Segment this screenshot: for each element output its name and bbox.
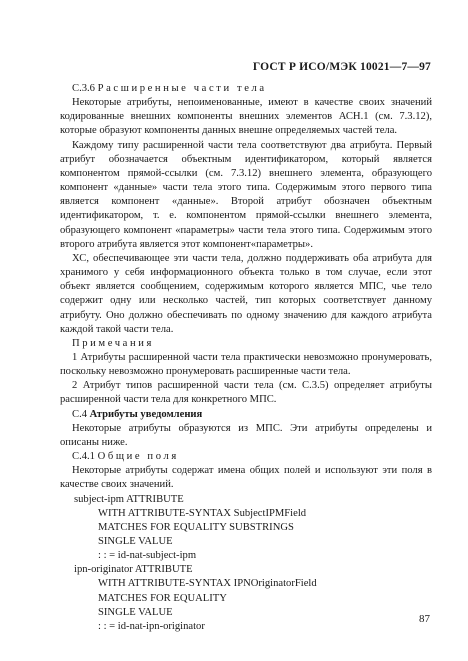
code-line: subject-ipm ATTRIBUTE	[74, 493, 184, 505]
code-line: : : = id-nat-ipn-originator	[98, 620, 205, 632]
notes-heading: Примечания	[72, 337, 154, 349]
paragraph: ХС, обеспечивающее эти части тела, должно поддерживать оба атрибута для хранимого у себя информационного объекта только в том случае, если этот объект является сообщением, содержимым которого является МПС, чье тело содержит одну или несколько частей, тип которых соответствует данному атрибуту. Оно должно обеспечивать по одному значению для каждого атрибута каждой такой части тела.	[60, 252, 432, 335]
section-title: Атрибуты уведомления	[89, 408, 203, 420]
section-number: С.4	[72, 408, 90, 420]
note-1: 1 Атрибуты расширенной части тела практически невозможно пронумеровать, поскольку невозможно пронумеровать расширенные части тела.	[60, 351, 432, 378]
code-line: SINGLE VALUE	[98, 536, 173, 547]
section-number: С.3.6	[72, 83, 98, 94]
page-content	[60, 82, 432, 634]
code-line: SINGLE VALUE	[98, 606, 173, 618]
section-number: С.4.1	[72, 451, 98, 463]
code-line: WITH ATTRIBUTE-SYNTAX SubjectIPMField	[98, 507, 307, 519]
code-line: ipn-originator ATTRIBUTE	[74, 564, 193, 576]
page-number: 87	[419, 613, 430, 625]
paragraph: Некоторые атрибуты образуются из МПС. Эти атрибуты определены и описаны ниже.	[60, 422, 432, 448]
code-line: MATCHES FOR EQUALITY	[98, 592, 227, 604]
section-heading-c41	[60, 450, 432, 464]
note-2: 2 Атрибут типов расширенной части тела (см. С.3.5) определяет атрибуты расширенной части тела для конкретного МПС.	[60, 380, 432, 406]
section-title: Расширенные части тела	[97, 83, 267, 94]
code-line: MATCHES FOR EQUALITY SUBSTRINGS	[98, 521, 294, 533]
paragraph: Некоторые атрибуты содержат имена общих полей и используют эти поля в качестве своих значений.	[60, 465, 432, 491]
document-header: ГОСТ Р ИСО/МЭК 10021—7—97	[252, 61, 431, 73]
section-heading-c36	[60, 82, 432, 96]
section-heading-c4	[60, 408, 432, 422]
paragraph: Некоторые атрибуты, непоименованные, имеют в качестве своих значений кодированные внешних компоненты внешних элементов АСН.1 (см. 7.3.12), которые образуют компоненты данных внешне определяемых частей тела.	[60, 97, 432, 137]
paragraph: Каждому типу расширенной части тела соответствуют два атрибута. Первый атрибут обозначается объектным идентификатором, который является компонентом прямой-ссылки (см. 7.3.12) внешнего элемента, образующего компонент «данные» части тела этого типа. Содержимым этого первого типа является компонент «данные». Второй атрибут обозначен объектным идентификатором, т. е. компонентом прямой-ссылки внешнего элемента, образующего компонент «параметры» части тела этого типа. Содержимым этого второго атрибута является этот компонент«параметры».	[60, 139, 432, 250]
code-line: : : = id-nat-subject-ipm	[98, 550, 197, 562]
asn1-code-block	[60, 493, 432, 635]
code-line: WITH ATTRIBUTE-SYNTAX IPNOriginatorField	[98, 578, 317, 590]
section-title: Общие поля	[97, 451, 179, 463]
